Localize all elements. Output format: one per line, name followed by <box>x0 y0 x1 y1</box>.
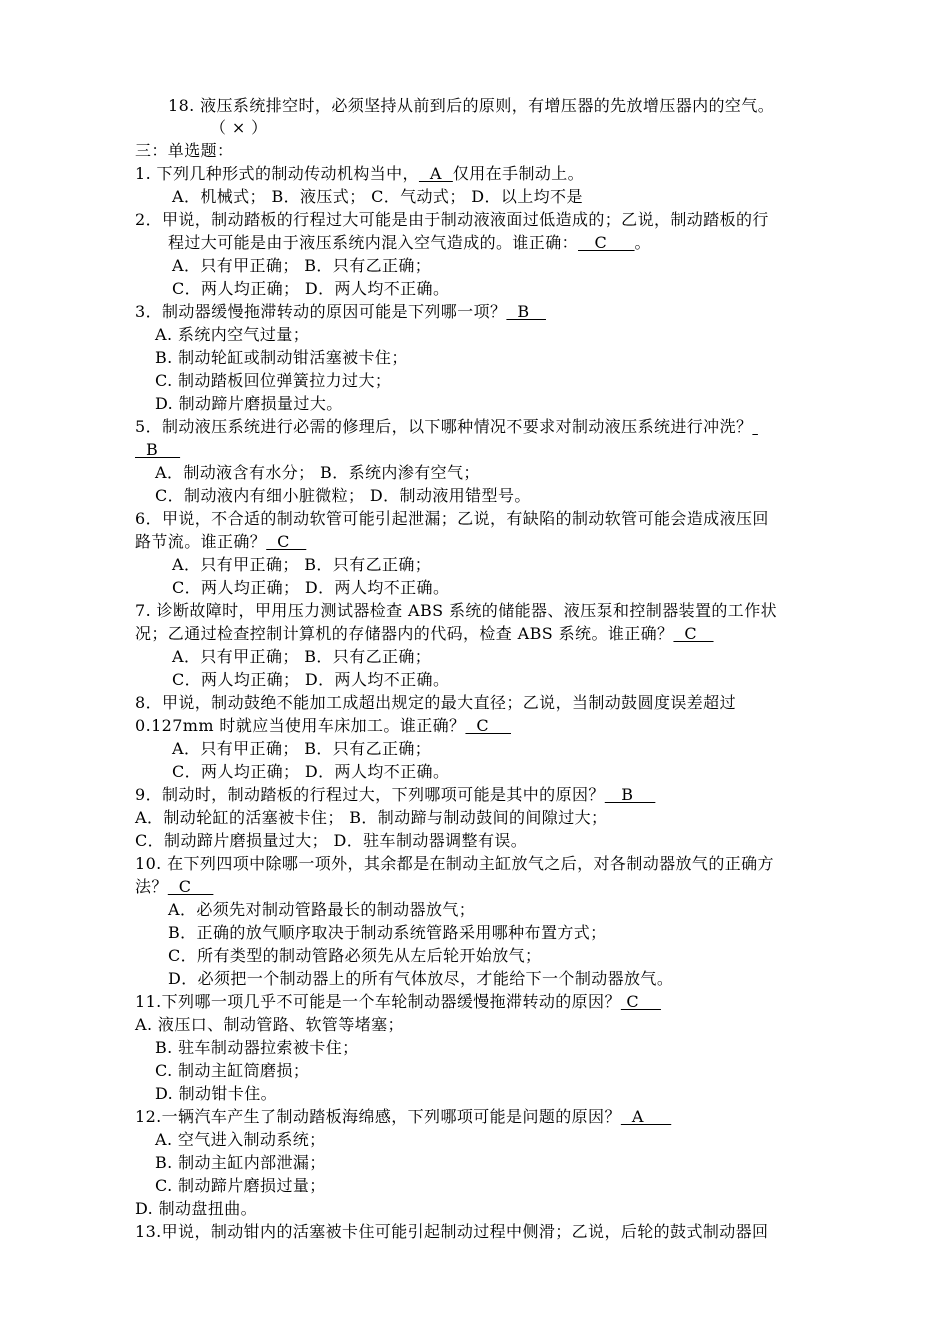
q11-option-a: A. 液压口、制动管路、软管等堵塞； <box>135 1015 404 1034</box>
q6-options-cd: C．两人均正确； D．两人均不正确。 <box>172 578 450 597</box>
q2-answer: C <box>578 233 635 252</box>
q1-stem-pre: 1. 下列几种形式的制动传动机构当中， <box>135 164 419 183</box>
q10-stem-line2 <box>135 876 213 898</box>
q2-stem-line1: 2．甲说，制动踏板的行程过大可能是由于制动液液面过低造成的；乙说，制动踏板的行 <box>135 210 769 229</box>
q12-stem <box>135 1106 671 1128</box>
q9-stem-pre: 9．制动时，制动踏板的行程过大，下列哪项可能是其中的原因？ <box>135 785 605 804</box>
q10-stem-line1: 10. 在下列四项中除哪一项外，其余都是在制动主缸放气之后，对各制动器放气的正确方 <box>135 854 774 873</box>
q5-stem-pre: 5．制动液压系统进行必需的修理后，以下哪种情况不要求对制动液压系统进行冲洗？ <box>135 417 753 436</box>
q11-stem <box>135 991 661 1013</box>
q12-option-a: A. 空气进入制动系统； <box>155 1130 326 1149</box>
q11-option-b: B. 驻车制动器拉索被卡住； <box>155 1038 359 1057</box>
q11-option-d: D. 制动钳卡住。 <box>155 1084 278 1103</box>
q12-stem-pre: 12.一辆汽车产生了制动踏板海绵感，下列哪项可能是问题的原因？ <box>135 1107 621 1126</box>
q9-answer: B <box>604 785 656 804</box>
q10-option-b: B．正确的放气顺序取决于制动系统管路采用哪种布置方式； <box>168 923 607 942</box>
q7-stem-line1: 7. 诊断故障时，甲用压力测试器检查 ABS 系统的储能器、液压泵和控制器装置的工作状 <box>135 601 777 620</box>
section-title: 三：单选题： <box>135 141 234 160</box>
q8-options-cd: C．两人均正确； D．两人均不正确。 <box>172 762 450 781</box>
q1-answer: A <box>418 164 453 183</box>
q6-stem-line2 <box>135 531 306 553</box>
q3-option-c: C. 制动踏板回位弹簧拉力过大； <box>155 371 392 390</box>
q18-statement: 18. 液压系统排空时，必须坚持从前到后的原则，有增压器的先放增压器内的空气。 <box>168 96 775 115</box>
q7-options-ab: A．只有甲正确； B．只有乙正确； <box>172 647 432 666</box>
q8-answer: C <box>465 716 511 735</box>
q6-options-ab: A．只有甲正确； B．只有乙正确； <box>172 555 432 574</box>
q2-stem-post: 。 <box>634 233 651 252</box>
q1-stem <box>135 163 584 185</box>
q8-stem-line2 <box>135 715 511 737</box>
q3-option-d: D. 制动蹄片磨损量过大。 <box>155 394 343 413</box>
q10-option-c: C．所有类型的制动管路必须先从左后轮开始放气； <box>168 946 542 965</box>
q6-stem-pre: 路节流。谁正确？ <box>135 532 267 551</box>
q10-stem-pre: 法？ <box>135 877 168 896</box>
q2-options-cd: C．两人均正确； D．两人均不正确。 <box>172 279 450 298</box>
q3-answer: B <box>506 302 546 321</box>
q2-stem-pre: 程过大可能是由于液压系统内混入空气造成的。谁正确： <box>168 233 579 252</box>
q8-options-ab: A．只有甲正确； B．只有乙正确； <box>172 739 432 758</box>
q1-stem-post: 仅用在手制动上。 <box>452 164 585 183</box>
q3-stem-pre: 3．制动器缓慢拖滞转动的原因可能是下列哪一项？ <box>135 302 507 321</box>
q6-answer: C <box>266 532 307 551</box>
q3-option-b: B. 制动轮缸或制动钳活塞被卡住； <box>155 348 408 367</box>
q12-answer: A <box>620 1107 672 1126</box>
q6-stem-line1: 6．甲说，不合适的制动软管可能引起泄漏；乙说，有缺陷的制动软管可能会造成液压回 <box>135 509 769 528</box>
q7-options-cd: C．两人均正确； D．两人均不正确。 <box>172 670 450 689</box>
q12-option-c: C. 制动蹄片磨损过量； <box>155 1176 326 1195</box>
q11-answer: C <box>620 992 661 1011</box>
q7-answer: C <box>673 624 714 643</box>
q3-option-a: A. 系统内空气过量； <box>155 325 310 344</box>
q10-option-d: D．必须把一个制动器上的所有气体放尽，才能给下一个制动器放气。 <box>168 969 674 988</box>
q9-options-ab: A．制动轮缸的活塞被卡住； B．制动蹄与制动鼓间的间隙过大； <box>135 808 608 827</box>
q5-answer: B <box>135 440 181 459</box>
q11-option-c: C. 制动主缸筒磨损； <box>155 1061 310 1080</box>
q5-options-ab: A．制动液含有水分； B．系统内渗有空气； <box>155 463 480 482</box>
q9-options-cd: C．制动蹄片磨损量过大； D．驻车制动器调整有误。 <box>135 831 528 850</box>
q9-stem <box>135 784 655 806</box>
q8-stem-line1: 8．甲说，制动鼓绝不能加工成超出规定的最大直径；乙说，当制动鼓圆度误差超过 <box>135 693 736 712</box>
q2-stem-line2 <box>168 232 651 254</box>
q1-options: A．机械式； B．液压式； C．气动式； D．以上均不是 <box>172 187 583 206</box>
q2-options-ab: A．只有甲正确； B．只有乙正确； <box>172 256 432 275</box>
q7-stem-pre: 况；乙通过检查控制计算机的存储器内的代码，检查 ABS 系统。谁正确？ <box>135 624 674 643</box>
q13-stem-line1: 13.甲说，制动钳内的活塞被卡住可能引起制动过程中侧滑；乙说，后轮的鼓式制动器回 <box>135 1222 769 1241</box>
q5-stem-tail <box>752 417 758 436</box>
q5-answer-line <box>135 439 180 461</box>
q10-option-a: A．必须先对制动管路最长的制动器放气； <box>168 900 476 919</box>
q5-stem <box>135 416 758 438</box>
q8-stem-pre: 0.127mm 时就应当使用车床加工。谁正确？ <box>135 716 466 735</box>
q12-option-b: B. 制动主缸内部泄漏； <box>155 1153 326 1172</box>
q5-options-cd: C．制动液内有细小脏微粒； D．制动液用错型号。 <box>155 486 531 505</box>
q7-stem-line2 <box>135 623 714 645</box>
q18-answer-mark: （ × ） <box>210 118 268 137</box>
q10-answer: C <box>167 877 214 896</box>
q11-stem-pre: 11.下列哪一项几乎不可能是一个车轮制动器缓慢拖滞转动的原因？ <box>135 992 621 1011</box>
q3-stem <box>135 301 546 323</box>
q12-option-d: D. 制动盘扭曲。 <box>135 1199 258 1218</box>
